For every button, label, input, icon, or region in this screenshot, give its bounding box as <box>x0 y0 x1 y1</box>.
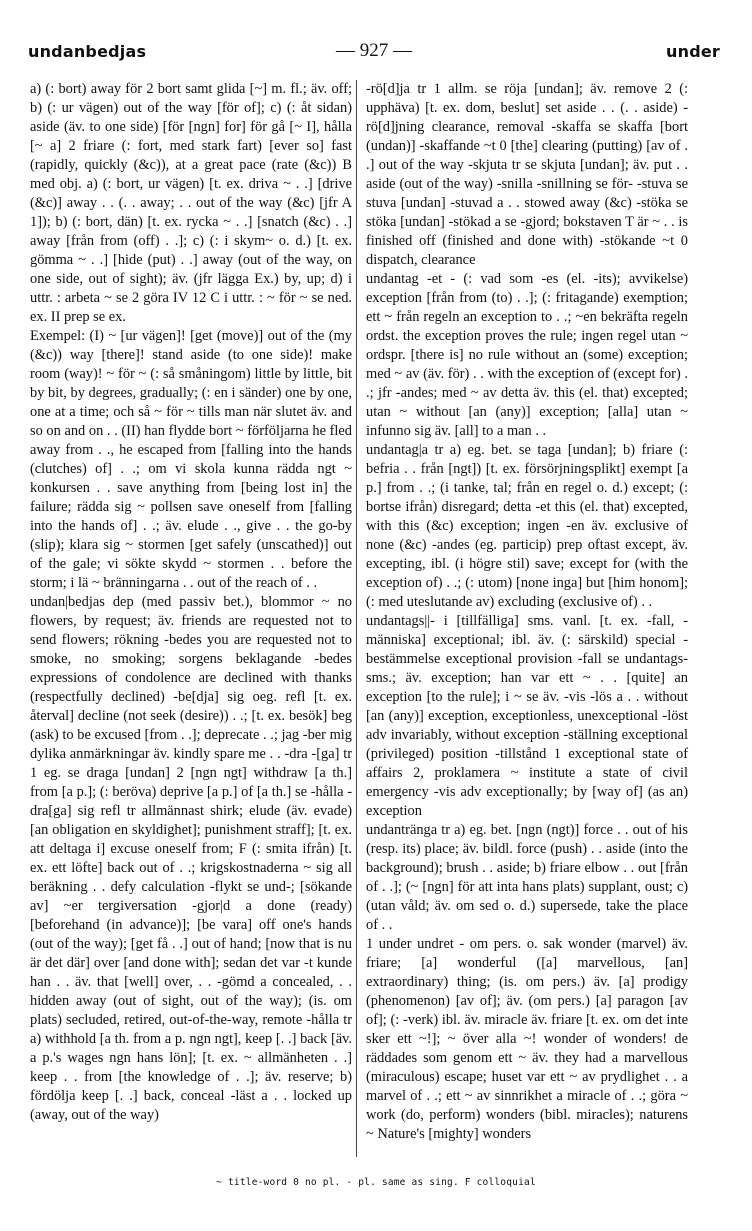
dictionary-entry: undantränga tr a) eg. bet. [ngn (ngt)] force . . out of his (resp. its) place; äv. bildl. force (push) . . aside (into the background); brush . . aside; b) friare elbow . . out [från of . .]; (~ [ngn] för att inta hans plats) supplant, oust; c) (utan våld; äv. om sed o. d.) supersede, take the place of . . <box>366 822 688 933</box>
left-column <box>30 80 352 1125</box>
dictionary-entry: -rö[d]ja tr 1 allm. se röja [undan]; äv. remove 2 (: upphäva) [t. ex. dom, beslut] set aside . . (. . aside) -rö[d]jning clearance, removal -skaffa se skaffa [bort (undan)] -skaffande ~t 0 [the] clearing (putting) [av of . .] out of the way -skjuta tr se skjuta [undan]; äv. put . . aside (out of the way) -snilla -snillning se för- -stuva se stuva [undan] -stuvad a . . stowed away (&c) -stöka se stöka [undan] -stökad a se -gjord; bokstaven T är ~ . . is finished off (finished and done with) -stökande ~t 0 dispatch, clearance <box>366 81 688 268</box>
dictionary-entry: undan|bedjas dep (med passiv bet.), blommor ~ no flowers, by request; äv. friends are requested not to send flowers; rökning -bedes you are requested not to smoke, no smoking; sorgens beklagande -bedes expressions of condolence are declined with thanks (respectfully declined) -be[dja] sig oeg. refl [t. ex. återval] decline (not seek (desire)) . .; [t. ex. besök] beg (ask) to be excused [from . .]; deprecate . .; jag -ber mig dylika anmärkningar äv. kindly spare me . . -dra -[ga] tr 1 eg. se draga [undan] 2 [ngn ngt] withdraw [a th.] from [a p.]; (: beröva) deprive [a p.] of [a th.] se -hålla -dra[ga] sig refl tr allmännast shirk; elude (äv. evade) [an obligation en skyldighet]; punishment straff]; [t. ex. att deltaga i] excuse oneself from; F (: smita ifrån) [t. ex. ett löfte] back out of . .; krigskostnaderna ~ sig all beräkning . . defy calculation -flykt se und-; [sökande av] ~er tergiversation -gjor|d a done (ready) [beforehand (in advance)]; [be vara] off one's hands (out of the way); [get få . .] out of hand; [now that is nu är det där] over [and done with]; sedan det var -t kunde han . . äv. that [well] over, . . -gömd a concealed, . . hidden away (out of sight, out of the way); (is. om plats) secluded, retired, out-of-the-way, remote -hålla tr a) withhold [a th. from a p. ngn ngt], keep [. .] back [äv. a p.'s wages ngn hans lön]; [t. ex. ~ allmänheten . .] keep . . from [the knowledge of . .]; äv. reserve; b) fördölja keep [. .] back, conceal -läst a . . locked up (away, out of the way) <box>30 594 352 1123</box>
right-guide-word: under <box>666 42 720 61</box>
dictionary-entry: a) (: bort) away för 2 bort samt glida [~] m. fl.; äv. off; b) (: ur vägen) out of the way [för of]; c) (: åt sidan) aside (äv. to one side) [för [ngn] for] för gå [~ I], hålla [~ a] 2 friare (: fort, med stark fart) [ever so] fast (rapidly, quickly (&c)), at a great pace (rate (&c)) B med obj. a) (: bort, ur vägen) [t. ex. driva ~ . .] [drive (&c)] away . . (. . away; . . out of the way (&c) [jfr A 1]); b) (: bort, dän) [t. ex. rycka ~ . .] [snatch (&c) . .] away [från from (off) . .]; c) (: i skym~ o. d.) [t. ex. gömma ~ . .] [hide (put) . .] away (out of the way, on one side, out of sight); äv. (jfr lägga Ex.) by, up; d) i uttr. : arbeta ~ se 2 göra IV 12 C i uttr. : ~ för ~ se ned. ex. II prep se ex. <box>30 81 352 325</box>
dictionary-entry: undantags||- i [tillfälliga] sms. vanl. [t. ex. -fall, -människa] exceptional; ibl. äv. (: särskild) special -bestämmelse exceptional provision -fall se undantags- sms.; äv. exception; han var ett ~ . . [quite] an exception [to the rule]; i ~ se äv. -vis -lös a . . without [an (any)] exception, exceptionless, unexceptional -löst adv invariably, without exception -ställning exceptional (privileged) position -tillstånd 1 exceptional state of affairs 2, proklamera ~ institute a state of civil emergency -vis adv exceptionally; by [way of] (as an) exception <box>366 613 688 819</box>
abbreviation-legend: ~ title-word 0 no pl. - pl. same as sing. F colloquial <box>216 1177 536 1188</box>
dictionary-entry: undantag -et - (: vad som -es (el. -its); avvikelse) exception [från from (to) . .]; (: fritagande) exemption; ett ~ från regeln an exception to . .; ~en bekräfta regeln ordst. the exception proves the rule; ingen regel utan ~ ordspr. [there is] no rule without an (some) exception; med ~ av (äv. för) . . with the exception of (except for) . .; jfr -andes; med ~ av detta äv. this (el. that) excepted; utan ~ without [an (any)] exception; [alla] utan ~ infunno sig äv. [all] to a man . . <box>366 271 688 439</box>
left-guide-word: undanbedjas <box>28 42 147 61</box>
column-divider <box>356 80 357 1157</box>
dictionary-entry: 1 under undret - om pers. o. sak wonder (marvel) äv. friare; [a] wonderful ([a] marvellous, [an] extraordinary) thing; (is. om pers.) äv. [a] prodigy (phenomenon) [av of]; äv. (om pers.) [a] paragon [av of]; (: -verk) ibl. äv. miracle äv. friare [t. ex. om det inte sker ett ~!]; ~ över alla ~! wonder of wonders! de räddades som genom ett ~ äv. they had a marvellous (miraculous) escape; huset var ett ~ av prydlighet . . a marvel of . .; ett ~ av sinnrikhet a miracle of . .; göra ~ work (do, perform) wonders (bibl. miracles); naturens ~ Nature's [mighty] wonders <box>366 936 688 1142</box>
dictionary-entry: Exempel: (I) ~ [ur vägen]! [get (move)] out of the (my (&c)) way [there]! stand aside (to one side)! make room (way)! ~ för ~ (: så småningom) little by little, bit by bit, by degrees, gradually; (: en i sänder) one by one, one at a time; och så ~ för ~ tills man när slutet äv. and so on and on . . (II) han flydde bort ~ förföljarna he fled away from . ., he escaped from [falling into the hands (clutches) of] . .; om vi skola kunna rädda ngt ~ konkursen . . save anything from [being lost in] the failure; rädda sig ~ pollsen save oneself from [falling into the hands of] . .; äv. elude . ., give . . the go-by (slip); klara sig ~ stormen [get safely (unscathed)] out of the gale; vi sökte skydd ~ stormen . . before the storm; i lä ~ bränningarna . . out of the reach of . . <box>30 328 352 591</box>
dictionary-entry: undantag|a tr a) eg. bet. se taga [undan]; b) friare (: befria . . från [ngt]) [t. ex. försörjningsplikt] exempt [a p.] from . .; (i tanke, tal; från en regel o. d.) except; (: bortse ifrån) disregard; detta -et this (el. that) excepted, with this (&c) exception; ingen -en äv. exclusive of none (&c) -andes (eg. particip) prep oftast except, äv. excepting, ibl. (i högre stil) save; except for (with the exception of) . .; (: utom) [none inga] but [him honom]; (: med uteslutande av) excluding (exclusive of) . . <box>366 442 688 610</box>
page-number: — 927 — <box>336 40 412 61</box>
right-column <box>366 80 688 1144</box>
page-header <box>28 40 720 68</box>
